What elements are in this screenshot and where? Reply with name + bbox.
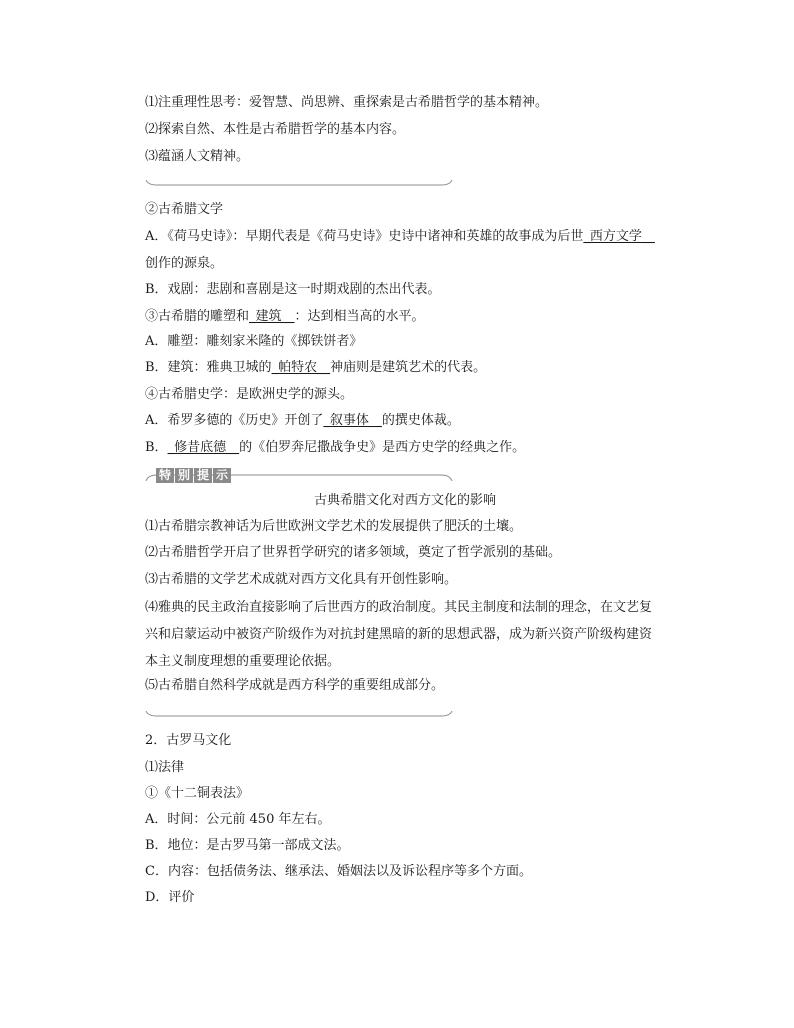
history-a-text-end: 的撰史体裁。 [381,413,460,428]
tip-point-5: ⑸古希腊自然科学成就是西方科学的重要组成部分。 [145,678,445,693]
history-a-text: A．希罗多德的《历史》开创了 [145,413,324,428]
literature-heading: ②古希腊文学 [145,202,224,217]
special-tip-banner [145,467,453,483]
architecture-item [145,360,665,376]
architecture-answer: _帕特农__ [271,360,331,375]
literature-item-a-continued: 创作的源泉。 [145,256,224,271]
art-heading-text: ③古希腊的雕塑和 [145,309,250,324]
tip-char: 提 [194,468,212,483]
law-subheading: ⑴法律 [145,760,185,775]
twelve-tables-heading: ①《十二铜表法》 [145,786,250,801]
history-item-b [145,440,665,456]
philosophy-point-2: ⑵探索自然、本性是古希腊哲学的基本内容。 [145,122,406,137]
history-a-answer: _叙事体__ [323,413,382,428]
tip-point-4: ⑷雅典的民主政治直接影响了后世西方的政治制度。其民主制度和法制的理念，在文艺复兴和启蒙运动中被资产阶级作为对抗封建黑暗的新的思想武器，成为新兴资产阶级构建资本主义制度理想的重要理论依据。 [145,600,653,669]
history-b-text: B． [145,440,168,455]
rome-heading: 2．古罗马文化 [145,733,232,748]
tip-end-divider [145,710,453,718]
tip-point-2: ⑵古希腊哲学开启了世界哲学研究的诸多领域，奠定了哲学派别的基础。 [145,545,562,560]
architecture-text: B．建筑：雅典卫城的 [145,360,272,375]
literature-item-a [145,229,665,245]
twelve-tables-evaluation: D．评价 [145,890,195,905]
twelve-tables-time: A．时间：公元前 450 年左右。 [145,812,331,827]
tip-char: 示 [213,468,231,483]
literature-item-a-text: A．《荷马史诗》：早期代表是《荷马史诗》史诗中诸神和英雄的故事成为后世 [145,229,584,244]
art-heading-answer: _建筑__ [249,309,295,324]
history-b-text-end: 的《伯罗奔尼撒战争史》是西方史学的经典之作。 [239,440,526,455]
literature-item-b: B．戏剧：悲剧和喜剧是这一时期戏剧的杰出代表。 [145,282,441,297]
tip-char: 别 [175,468,193,483]
history-b-answer: _修昔底德__ [167,440,240,455]
tip-char: 特 [156,468,174,483]
tip-point-3: ⑶古希腊的文学艺术成就对西方文化具有开创性影响。 [145,572,458,587]
history-item-a [145,413,665,429]
special-tip-badge [156,468,231,483]
history-heading: ④古希腊史学：是欧洲史学的源头。 [145,387,354,402]
art-heading-text-end: ：达到相当高的水平。 [294,309,425,324]
tip-point-1: ⑴古希腊宗教神话为后世欧洲文学艺术的发展提供了肥沃的土壤。 [145,519,523,534]
architecture-text-end: 神庙则是建筑艺术的代表。 [330,360,487,375]
sculpture-item: A．雕塑：雕刻家米隆的《掷铁饼者》 [145,334,363,349]
sculpture-architecture-heading [145,309,665,325]
twelve-tables-content: C．内容：包括债务法、继承法、婚姻法以及诉讼程序等多个方面。 [145,864,532,879]
philosophy-point-3: ⑶蕴涵人文精神。 [145,149,250,164]
literature-item-a-answer: _西方文学__ [583,229,655,244]
twelve-tables-status: B．地位：是古罗马第一部成文法。 [145,838,350,853]
section-divider [145,179,453,187]
tip-title: 古典希腊文化对西方文化的影响 [313,493,496,508]
philosophy-point-1: ⑴注重理性思考：爱智慧、尚思辨、重探索是古希腊哲学的基本精神。 [145,95,549,110]
